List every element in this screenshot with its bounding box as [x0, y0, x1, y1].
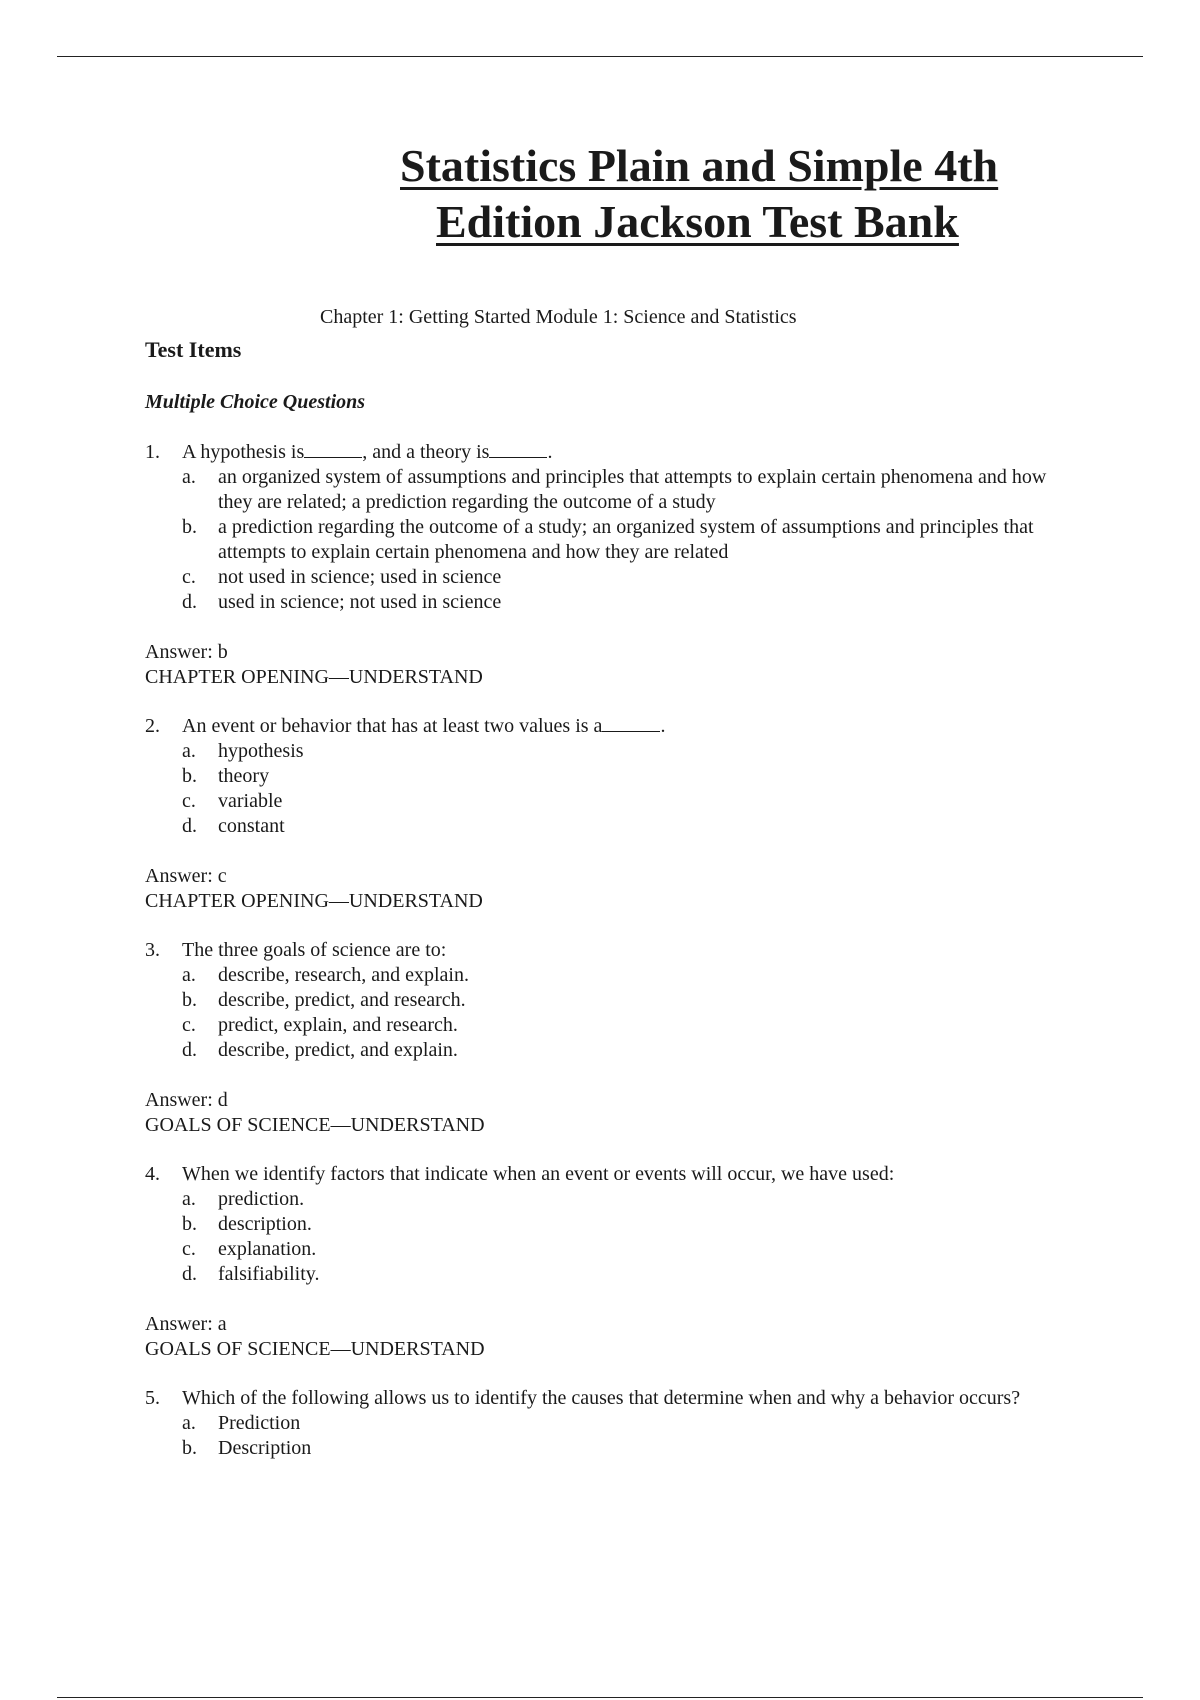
option-letter: a.	[182, 964, 196, 986]
option-letter: c.	[182, 1014, 196, 1036]
question-4	[145, 1162, 1075, 1362]
option-list	[145, 739, 1075, 839]
stem-text: , and a theory is	[362, 441, 490, 463]
option-text: falsifiability.	[218, 1263, 320, 1285]
option-item	[182, 963, 1075, 988]
question-2	[145, 714, 1075, 914]
stem-text: Which of the following allows us to identify the causes that determine when and why a behavior occurs?	[182, 1387, 1021, 1409]
option-item	[182, 739, 1075, 764]
option-text: explanation.	[218, 1238, 317, 1260]
page-title	[400, 138, 1050, 250]
answer-category: GOALS OF SCIENCE—UNDERSTAND	[145, 1338, 485, 1360]
option-letter: c.	[182, 790, 196, 812]
question-stem	[145, 1386, 1075, 1411]
option-letter: b.	[182, 765, 197, 787]
option-letter: b.	[182, 1437, 197, 1459]
question-stem	[145, 440, 1075, 465]
option-letter: b.	[182, 516, 197, 538]
chapter-heading: Chapter 1: Getting Started Module 1: Science and Statistics	[320, 306, 797, 328]
top-divider	[57, 56, 1143, 57]
option-item	[182, 515, 1075, 565]
option-letter: b.	[182, 989, 197, 1011]
option-text: hypothesis	[218, 740, 304, 762]
question-stem	[145, 714, 1075, 739]
question-stem	[145, 1162, 1075, 1187]
option-list	[145, 465, 1075, 615]
option-item	[182, 1237, 1075, 1262]
option-letter: b.	[182, 1213, 197, 1235]
stem-text: When we identify factors that indicate when an event or events will occur, we have used:	[182, 1163, 895, 1185]
option-letter: c.	[182, 566, 196, 588]
option-list	[145, 963, 1075, 1063]
answer-key: Answer: b	[145, 641, 228, 663]
option-item	[182, 1013, 1075, 1038]
option-list	[145, 1187, 1075, 1287]
title-line-1: Statistics Plain and Simple 4th	[400, 140, 999, 191]
option-list	[145, 1411, 1075, 1461]
option-item	[182, 814, 1075, 839]
answer-blank	[489, 440, 547, 458]
question-5	[145, 1386, 1075, 1461]
answer-block	[145, 864, 1075, 914]
answer-block	[145, 1312, 1075, 1362]
option-item	[182, 988, 1075, 1013]
option-letter: a.	[182, 1188, 196, 1210]
option-letter: a.	[182, 1412, 196, 1434]
option-item	[182, 1212, 1075, 1237]
stem-text: A hypothesis is	[182, 441, 305, 463]
option-letter: d.	[182, 1263, 197, 1285]
option-text: used in science; not used in science	[218, 591, 502, 613]
answer-category: CHAPTER OPENING—UNDERSTAND	[145, 890, 483, 912]
answer-key: Answer: c	[145, 865, 227, 887]
option-text: Prediction	[218, 1412, 301, 1434]
question-number: 5.	[145, 1387, 160, 1409]
option-letter: d.	[182, 591, 197, 613]
question-list	[145, 440, 1075, 1485]
stem-text: .	[547, 441, 553, 463]
answer-block	[145, 1088, 1075, 1138]
option-text: describe, predict, and research.	[218, 989, 466, 1011]
option-item	[182, 1187, 1075, 1212]
option-item	[182, 465, 1075, 515]
option-letter: d.	[182, 815, 197, 837]
question-stem	[145, 938, 1075, 963]
question-number: 2.	[145, 715, 160, 737]
option-letter: c.	[182, 1238, 196, 1260]
stem-text: .	[660, 715, 666, 737]
option-item	[182, 565, 1075, 590]
question-1	[145, 440, 1075, 690]
stem-text: An event or behavior that has at least two values is a	[182, 715, 603, 737]
option-text: description.	[218, 1213, 312, 1235]
answer-blank	[304, 440, 362, 458]
question-number: 3.	[145, 939, 160, 961]
option-text: describe, predict, and explain.	[218, 1039, 458, 1061]
option-letter: d.	[182, 1039, 197, 1061]
option-text: Description	[218, 1437, 312, 1459]
question-number: 1.	[145, 441, 160, 463]
option-text: constant	[218, 815, 285, 837]
option-text: predict, explain, and research.	[218, 1014, 458, 1036]
answer-key: Answer: a	[145, 1313, 227, 1335]
option-text: a prediction regarding the outcome of a study; an organized system of assumptions and principles that attempts to explain certain phenomena and how they are related	[218, 516, 1034, 563]
option-text: not used in science; used in science	[218, 566, 502, 588]
option-item	[182, 764, 1075, 789]
subsection-heading: Multiple Choice Questions	[145, 391, 366, 413]
option-item	[182, 590, 1075, 615]
question-3	[145, 938, 1075, 1138]
option-text: variable	[218, 790, 283, 812]
option-item	[182, 1411, 1075, 1436]
title-line-2: Edition Jackson Test Bank	[436, 196, 959, 247]
stem-text: The three goals of science are to:	[182, 939, 447, 961]
option-text: describe, research, and explain.	[218, 964, 469, 986]
question-number: 4.	[145, 1163, 160, 1185]
answer-category: GOALS OF SCIENCE—UNDERSTAND	[145, 1114, 485, 1136]
section-heading: Test Items	[145, 337, 242, 362]
answer-key: Answer: d	[145, 1089, 228, 1111]
option-text: theory	[218, 765, 270, 787]
option-item	[182, 1262, 1075, 1287]
answer-category: CHAPTER OPENING—UNDERSTAND	[145, 666, 483, 688]
option-text: prediction.	[218, 1188, 305, 1210]
option-item	[182, 1038, 1075, 1063]
bottom-divider	[57, 1697, 1143, 1698]
option-text: an organized system of assumptions and principles that attempts to explain certain phenomena and how they are related; a prediction regarding the outcome of a study	[218, 466, 1047, 513]
option-item	[182, 1436, 1075, 1461]
option-item	[182, 789, 1075, 814]
answer-block	[145, 640, 1075, 690]
answer-blank	[602, 714, 660, 732]
option-letter: a.	[182, 466, 196, 488]
option-letter: a.	[182, 740, 196, 762]
